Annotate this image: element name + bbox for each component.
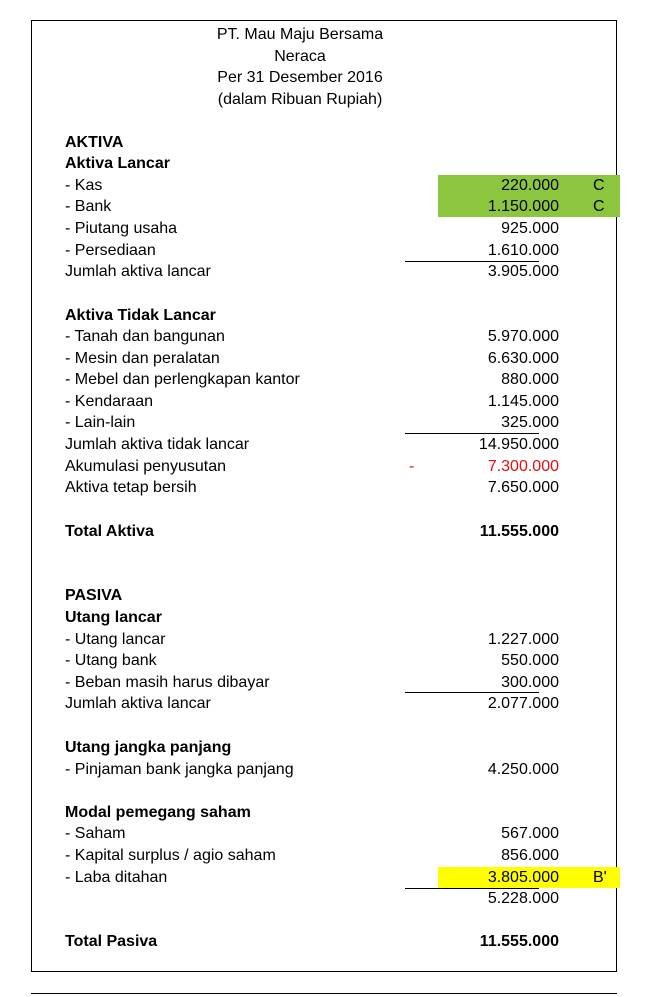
line-item-bank [33,196,615,217]
line-item-value: 220.000 [438,175,567,196]
line-item-label: - Persediaan [65,242,156,259]
page-bottom-rule [31,993,617,994]
line-item-mebel [33,369,615,390]
line-item-mesin [33,348,615,369]
line-item-label: - Piutang usaha [65,220,178,237]
depreciation-label: Akumulasi penyusutan [65,458,226,475]
line-item-value: 1.227.000 [487,631,559,648]
utang-lancar-heading: Utang lancar [65,609,162,626]
net-fixed-assets [33,477,615,498]
total-pasiva-value: 11.555.000 [479,933,559,950]
subtotal-label: Jumlah aktiva lancar [65,263,211,280]
line-item-value: 880.000 [501,371,559,388]
line-item-label: - Laba ditahan [65,869,168,886]
line-item-kendaraan [33,391,615,412]
subtotal-utang-lancar [33,693,615,714]
line-item-label: - Mesin dan peralatan [65,350,220,367]
accumulated-depreciation [33,456,615,477]
currency-unit: (dalam Ribuan Rupiah) [217,91,383,108]
total-pasiva-row [33,931,615,952]
line-item-label: - Saham [65,825,126,842]
pasiva-heading-row [33,585,615,606]
annotation-mark: C [567,196,620,217]
line-item-label: - Pinjaman bank jangka panjang [65,761,294,778]
annotation-mark: B' [567,867,620,888]
aktiva-heading-row [33,132,615,153]
utang-panjang-heading: Utang jangka panjang [65,739,232,756]
line-item-label: - Kapital surplus / agio saham [65,847,276,864]
subtotal-value: 14.950.000 [478,436,559,453]
line-item-persediaan [33,240,615,261]
total-pasiva-label: Total Pasiva [65,933,158,950]
line-item-pinjaman-bank [33,759,615,780]
line-item-value: 4.250.000 [487,761,559,778]
utang-lancar-heading-row [33,607,615,628]
line-item-value: 325.000 [501,414,559,431]
line-item-value: 300.000 [501,674,559,691]
line-item-lain-lain [33,412,615,433]
line-item-label: - Utang lancar [65,631,166,648]
subtotal-label: Jumlah aktiva lancar [65,695,211,712]
line-item-laba-ditahan [33,867,615,888]
total-aktiva-row [33,521,615,542]
line-item-value: 1.150.000 [438,196,567,217]
line-item-value: 856.000 [501,847,559,864]
aktiva-tidak-lancar-heading-row [33,305,615,326]
line-item-value: 567.000 [501,825,559,842]
line-item-label: - Tanah dan bangunan [65,328,225,345]
line-item-label: - Bank [65,198,112,215]
line-item-label: - Utang bank [65,652,157,669]
subtotal-aktiva-lancar [33,261,615,282]
negative-sign: - [409,458,415,475]
subtotal-label: Jumlah aktiva tidak lancar [65,436,250,453]
modal-heading-row [33,802,615,823]
modal-heading: Modal pemegang saham [65,804,251,821]
depreciation-value: 7.300.000 [487,458,559,475]
line-item-agio-saham [33,845,615,866]
line-item-label: - Kendaraan [65,393,154,410]
line-item-value: 6.630.000 [487,350,559,367]
subtotal-value: 2.077.000 [487,695,559,712]
line-item-label: - Beban masih harus dibayar [65,674,270,691]
line-item-value: 1.145.000 [487,393,559,410]
line-item-saham [33,823,615,844]
line-item-value: 5.970.000 [487,328,559,345]
total-aktiva-value: 11.555.000 [479,523,559,540]
line-item-piutang [33,218,615,239]
subtotal-aktiva-tidak-lancar [33,434,615,455]
subtotal-value: 3.905.000 [487,263,559,280]
line-item-label: - Mebel dan perlengkapan kantor [65,371,300,388]
net-label: Aktiva tetap bersih [65,479,197,496]
subtotal-modal [33,888,615,909]
line-item-value: 3.805.000 [438,867,567,888]
statement-title: Neraca [274,48,326,65]
aktiva-lancar-heading: Aktiva Lancar [65,155,170,172]
statement-date: Per 31 Desember 2016 [217,69,383,86]
utang-panjang-heading-row [33,737,615,758]
line-item-utang-lancar [33,629,615,650]
line-item-beban [33,672,615,693]
net-value: 7.650.000 [487,479,559,496]
pasiva-heading: PASIVA [65,587,123,604]
line-item-value: 550.000 [501,652,559,669]
line-item-kas [33,175,615,196]
line-item-label: - Lain-lain [65,414,136,431]
company-name: PT. Mau Maju Bersama [216,26,384,43]
aktiva-heading: AKTIVA [65,134,124,151]
line-item-utang-bank [33,650,615,671]
aktiva-tidak-lancar-heading: Aktiva Tidak Lancar [65,307,216,324]
subtotal-value: 5.228.000 [487,890,559,907]
line-item-tanah [33,326,615,347]
total-aktiva-label: Total Aktiva [65,523,154,540]
line-item-label: - Kas [65,177,103,194]
aktiva-lancar-heading-row [33,153,615,174]
line-item-value: 1.610.000 [487,242,559,259]
line-item-value: 925.000 [501,220,559,237]
annotation-mark: C [567,175,620,196]
